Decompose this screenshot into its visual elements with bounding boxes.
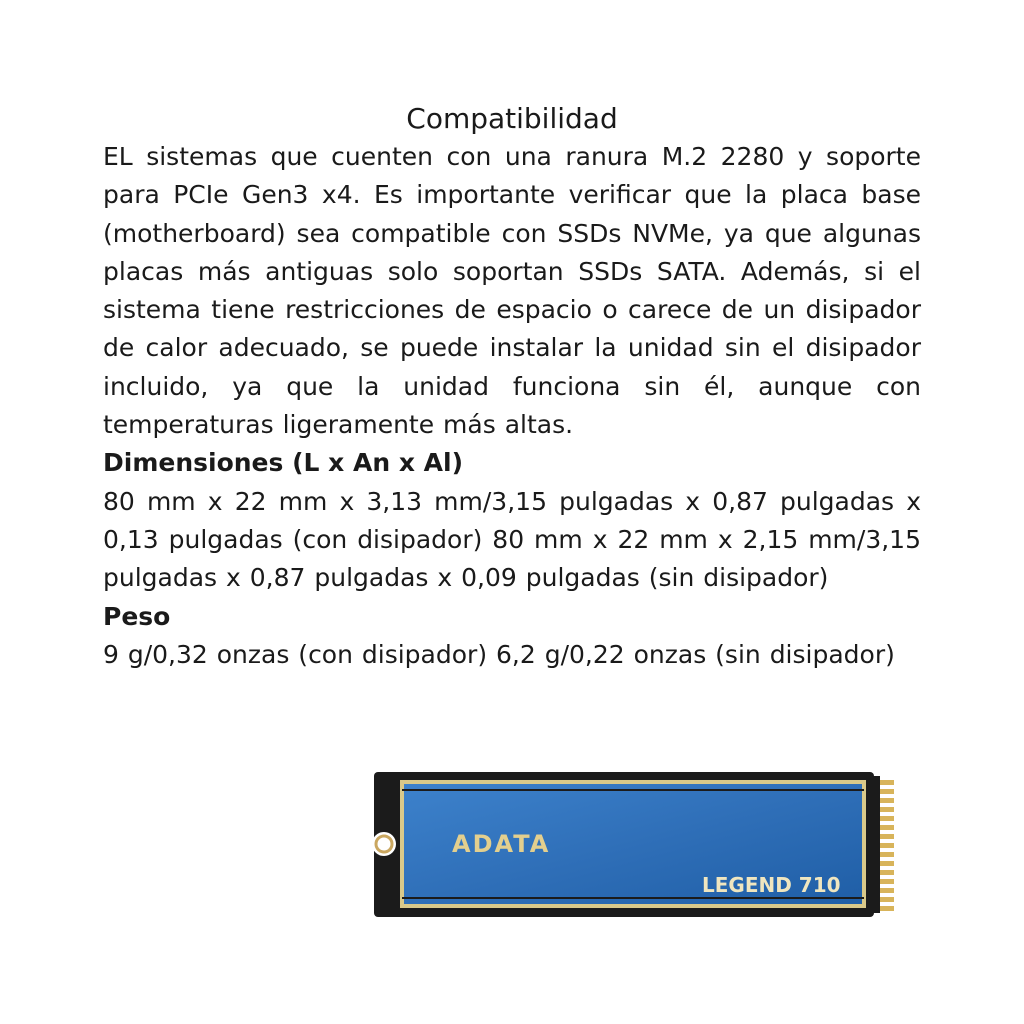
weight-text: 9 g/0,32 onzas (con disipador) 6,2 g/0,22 onzas (sin disipador) [103, 639, 895, 669]
compatibility-title: Compatibilidad [406, 102, 618, 135]
weight-heading: Peso [103, 601, 171, 631]
ssd-product-image [374, 772, 899, 917]
dimensions-text: 80 mm x 22 mm x 3,13 mm/3,15 pulgadas x 0,87 pulgadas x 0,13 pulgadas (con disipador) 80 mm x 22 mm x 2,15 mm/3,15 pulgadas x 0,87 pulgadas x 0,09 pulgadas (sin disipador) [103, 486, 921, 593]
ssd-brand-logo: ADATA [452, 830, 551, 858]
dimensions-heading: Dimensiones (L x An x Al) [103, 448, 463, 478]
ssd-model-label: LEGEND 710 [702, 873, 841, 897]
ssd-connector [878, 780, 894, 911]
compatibility-text: EL sistemas que cuenten con una ranura M.2 2280 y soporte para PCIe Gen3 x4. Es importante verificar que la placa base (motherboard) sea compatible con SSDs NVMe, ya que algunas placas más antiguas solo soportan SSDs SATA. Además, si el sistema tiene restricciones de espacio o carece de un disipador de calor adecuado, se puede instalar la unidad sin el disipador incluido, ya que la unidad funciona sin él, aunque con temperaturas ligeramente más altas. [103, 142, 921, 440]
document-content [103, 100, 921, 674]
